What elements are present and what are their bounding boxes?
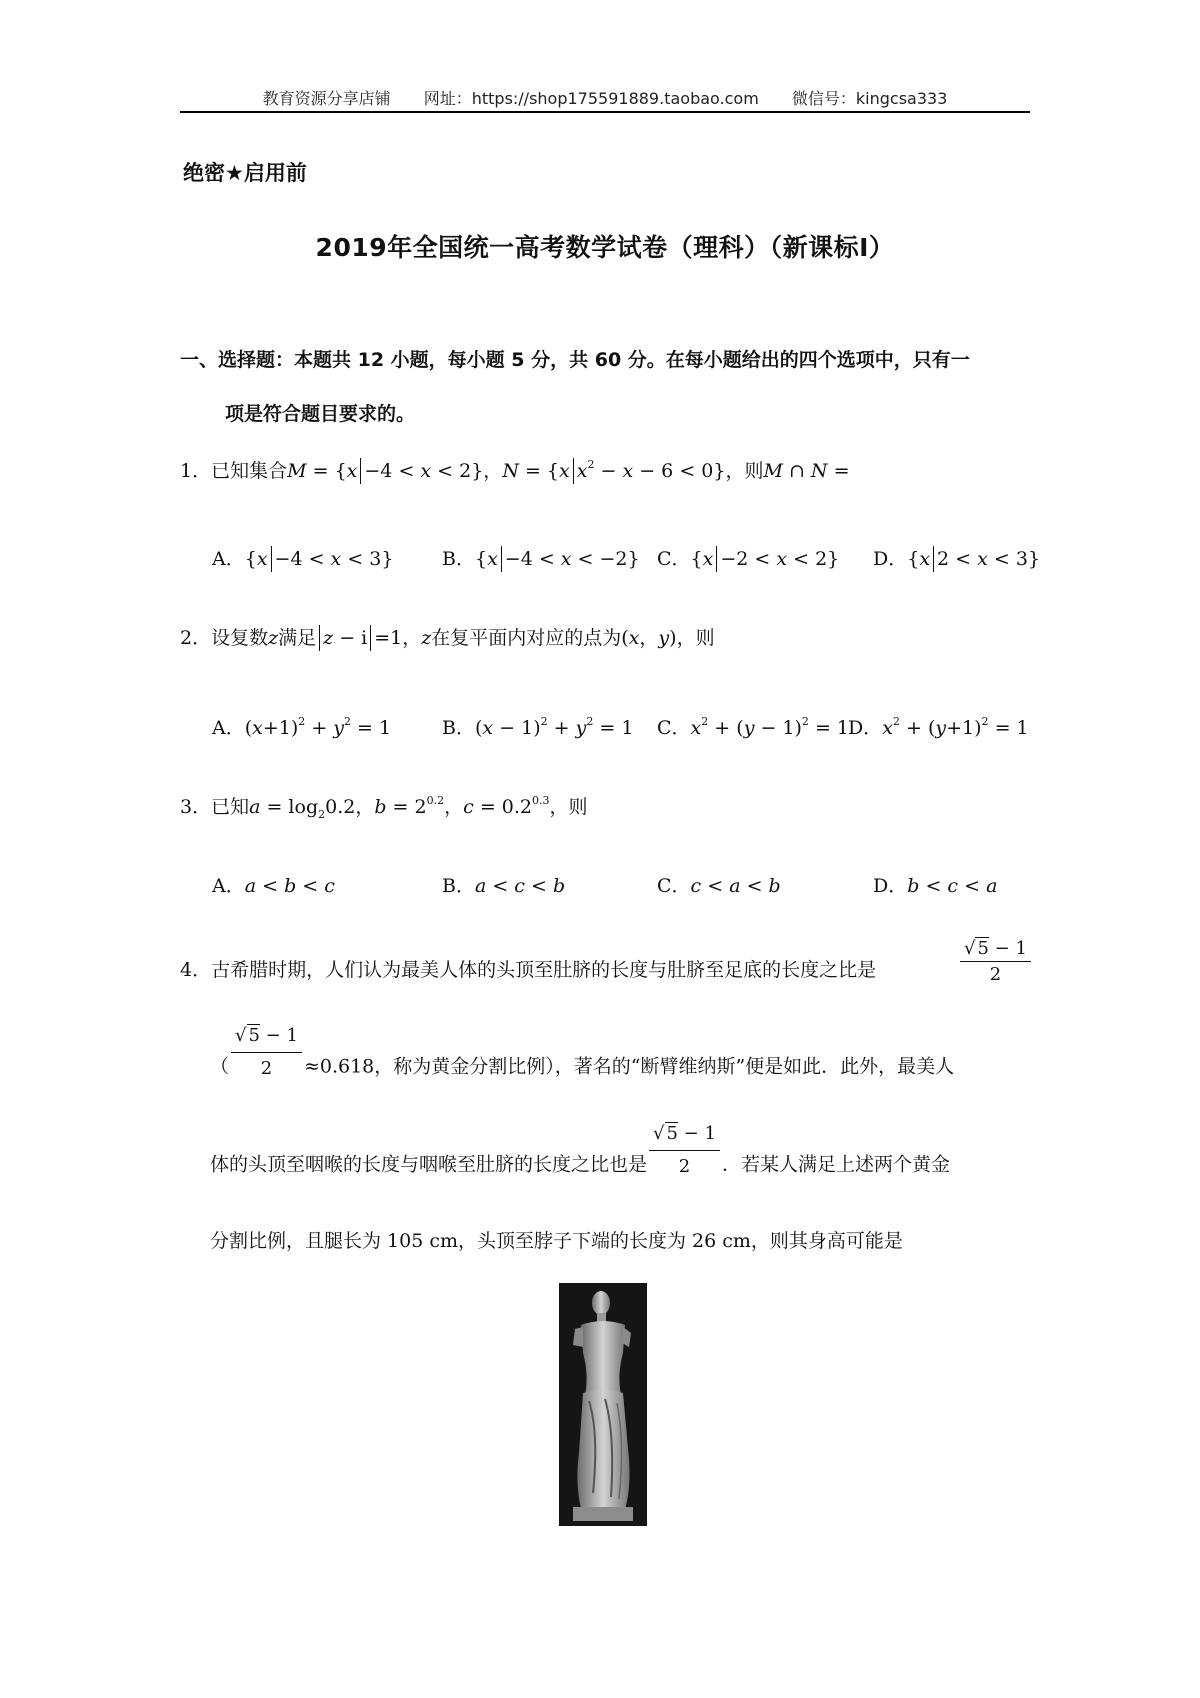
section-line-2: 项是符合题目要求的。	[225, 403, 416, 425]
exam-title: 2019年全国统一高考数学试卷（理科）（新课标Ⅰ）	[315, 233, 895, 262]
confidential-label: 绝密★启用前	[183, 161, 307, 185]
q2-option-c[interactable]: C．$x^2 + (y - 1)^2 = 1$	[657, 715, 850, 739]
q1-option-a[interactable]: A．{x −4 < x < 3}	[212, 548, 394, 570]
q2-option-b[interactable]: B．$(x - 1)^2 + y^2 = 1$	[442, 715, 634, 739]
question-3: 3．已知$a = \log_20.2$，$b = 2^{0.2}$，$c = 0.2^{0.3}$，则	[180, 794, 588, 821]
q1-option-c[interactable]: C．{x −2 < x < 2}	[657, 548, 840, 570]
question-number: 1．	[180, 460, 212, 482]
header-divider	[180, 111, 1030, 113]
question-4-line-4: 分割比例，且腿长为 105 cm，头顶至脖子下端的长度为 26 cm，则其身高可能是	[210, 1230, 903, 1252]
header-shop: 教育资源分享店铺	[262, 89, 391, 108]
question-1: 1．已知集合M = {x −4 < x < 2}，N = {x $x^2 - x - 6 < 0$}，则M ∩ N =	[180, 458, 850, 482]
section-heading	[180, 333, 1030, 441]
q1-option-d[interactable]: D．{x 2 < x < 3}	[873, 548, 1041, 570]
section-line-1: 一、选择题：本题共 12 小题，每小题 5 分，共 60 分。在每小题给出的四个选项中，只有一	[180, 349, 970, 371]
venus-statue-icon	[559, 1283, 647, 1526]
venus-statue-image	[559, 1283, 647, 1526]
q3-option-d[interactable]: D．b < c < a	[873, 875, 998, 897]
q3-option-b[interactable]: B．a < c < b	[442, 875, 566, 897]
question-number: 4．	[180, 959, 212, 981]
question-4-line-1: 4．古希腊时期，人们认为最美人体的头顶至肚脐的长度与肚脐至足底的长度之比是	[180, 959, 877, 981]
q3-option-c[interactable]: C．c < a < b	[657, 875, 781, 897]
question-4-line-2: （ $\frac{√ 5 - 1}{2}$ ≈0.618，称为黄金分割比例），著名的“断臂维纳斯”便是如此．此外，最美人	[210, 1052, 954, 1083]
question-number: 2．	[180, 627, 212, 649]
page-header	[180, 86, 1030, 109]
question-2: 2．设复数z满足 z − i =1，z在复平面内对应的点为(x，y)，则	[180, 627, 715, 649]
q3-option-a[interactable]: A．a < b < c	[212, 875, 335, 897]
golden-ratio-fraction: $\frac{√ 5 - 1}{2}$	[960, 938, 1031, 985]
question-number: 3．	[180, 796, 212, 818]
q1-option-b[interactable]: B．{x −4 < x < −2}	[442, 548, 640, 570]
question-4-line-3: 体的头顶至咽喉的长度与咽喉至肚脐的长度之比也是 $\frac{√ 5 - 1}{2}$ ．若某人满足上述两个黄金	[210, 1150, 950, 1181]
q2-option-a[interactable]: A．$(x+1)^2 + y^2 = 1$	[212, 715, 392, 739]
header-wechat: 微信号：kingcsa333	[791, 89, 948, 108]
q2-option-d[interactable]: D．$x^2 + (y+1)^2 = 1$	[848, 715, 1029, 739]
header-website: 网址：https://shop175591889.taobao.com	[423, 89, 759, 108]
